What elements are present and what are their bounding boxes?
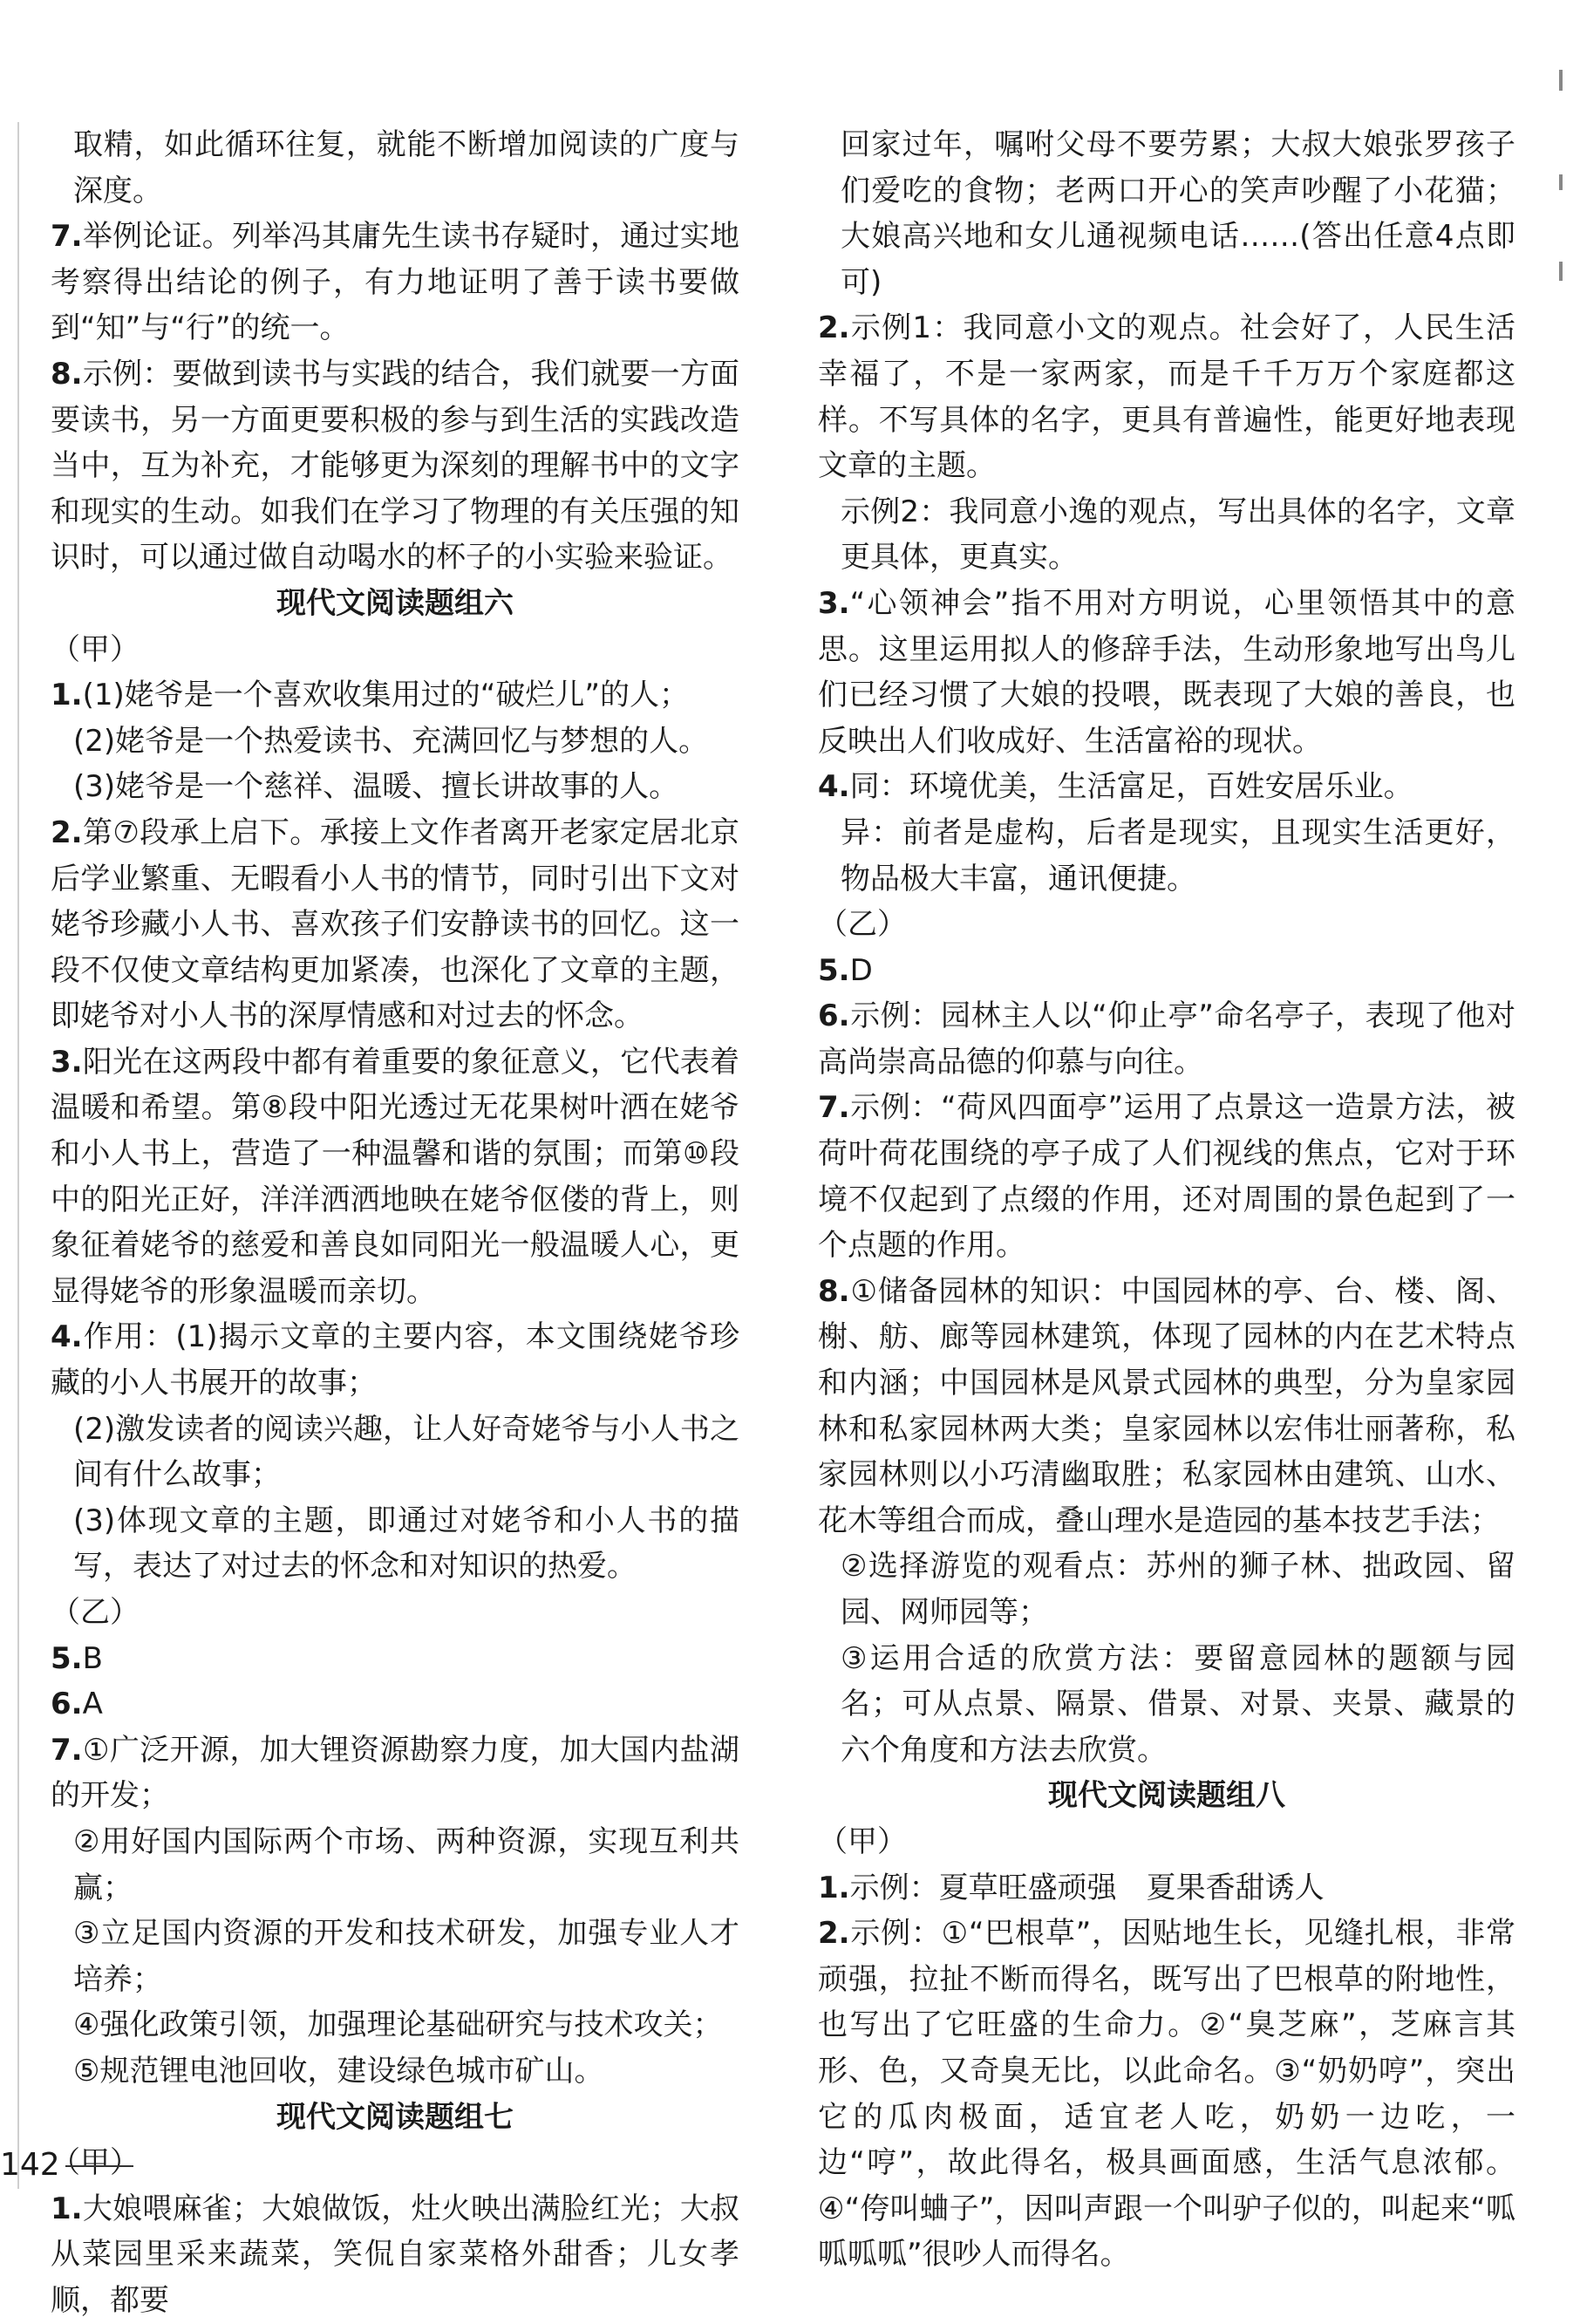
right-edge-mark xyxy=(1559,70,1563,91)
page-number xyxy=(0,2147,133,2183)
answer-number: 7. xyxy=(818,1090,850,1126)
answer-number: 1. xyxy=(818,1870,850,1905)
answer-continuation: ②用好国内国际两个市场、两种资源，实现互利共赢； xyxy=(73,1823,739,1905)
page-number-text: 142 xyxy=(0,2147,60,2183)
answer-text: 示例：夏草旺盛顽强 夏果香甜诱人 xyxy=(849,1870,1325,1905)
answer-item xyxy=(51,672,739,719)
group-label: （甲） xyxy=(51,631,140,667)
answer-item xyxy=(51,1039,739,1315)
answer-item xyxy=(818,1269,1515,1544)
page-number-rule xyxy=(65,2165,133,2167)
answer-item xyxy=(51,214,739,351)
answer-number: 7. xyxy=(51,1732,83,1768)
answer-item xyxy=(51,1636,739,1682)
answer-continuation: ③运用合适的欣赏方法：要留意园林的题额与园名；可从点景、隔景、借景、对景、夹景、藏景的六个角度和方法去欣赏。 xyxy=(841,1640,1515,1768)
answer-item xyxy=(818,948,1515,994)
answer-number: 6. xyxy=(51,1687,83,1722)
right-column xyxy=(818,122,1515,2278)
answer-number: 2. xyxy=(818,310,850,346)
answer-text: 举例论证。列举冯其庸先生读书存疑时，通过实地考察得出结论的例子，有力地证明了善于读书要做到“知”与“行”的统一。 xyxy=(51,219,739,346)
answer-number: 6. xyxy=(818,998,850,1034)
answer-continuation: 异：前者是虚构，后者是现实，且现实生活更好，物品极大丰富，通讯便捷。 xyxy=(841,814,1515,896)
section-heading: 现代文阅读题组七 xyxy=(276,2099,514,2135)
answer-number: 4. xyxy=(818,769,850,805)
answer-continuation: 回家过年，嘱咐父母不要劳累；大叔大娘张罗孩子们爱吃的食物；老两口开心的笑声吵醒了小花猫；大娘高兴地和女儿通视频电话……(答出任意4点即可) xyxy=(841,127,1515,300)
answer-number: 5. xyxy=(51,1640,83,1676)
answer-text: A xyxy=(82,1687,103,1722)
answer-item xyxy=(51,1681,739,1728)
answer-number: 4. xyxy=(51,1319,83,1355)
answer-item xyxy=(51,2186,739,2324)
answer-text: 同：环境优美，生活富足，百姓安居乐业。 xyxy=(849,769,1413,805)
answer-number: 2. xyxy=(51,814,83,850)
answer-continuation: (2)姥爷是一个热爱读书、充满回忆与梦想的人。 xyxy=(73,723,709,759)
answer-continuation: ③立足国内资源的开发和技术研发，加强专业人才培养； xyxy=(73,1916,739,1997)
right-edge-mark xyxy=(1559,262,1563,281)
answer-text: ①广泛开源，加大锂资源勘察力度，加大国内盐湖的开发； xyxy=(51,1732,739,1814)
answer-item xyxy=(818,1085,1515,1268)
answer-number: 1. xyxy=(51,2191,83,2226)
answer-continuation: ⑤规范锂电池回收，建设绿色城市矿山。 xyxy=(73,2053,604,2089)
answer-text: 大娘喂麻雀；大娘做饭，灶火映出满脸红光；大叔从菜园里采来蔬菜，笑侃自家菜格外甜香；儿女孝顺，都要 xyxy=(51,2191,739,2318)
answer-text: ①储备园林的知识：中国园林的亭、台、楼、阁、榭、舫、廊等园林建筑，体现了园林的内在艺术特点和内涵；中国园林是风景式园林的典型，分为皇家园林和私家园林两大类；皇家园林以宏伟壮丽著称，私家园林则以小巧清幽取胜；私家园林由建筑、山水、花木等组合而成，叠山理水是造园的基本技艺手法； xyxy=(818,1273,1515,1538)
answer-text: 示例：①“巴根草”，因贴地生长，见缝扎根，非常顽强，拉扯不断而得名，既写出了巴根草的附地性，也写出了它旺盛的生命力。②“臭芝麻”，芝麻言其形、色，又奇臭无比，以此命名。③“奶奶哼”，突出它的瓜肉极面，适宜老人吃，奶奶一边吃，一边“哼”，故此得名，极具画面感，生活气息浓郁。④“侉叫蛐子”，因叫声跟一个叫驴子似的，叫起来“呱呱呱呱”很吵人而得名。 xyxy=(818,1916,1515,2273)
group-label: （乙） xyxy=(51,1595,140,1630)
group-label: （甲） xyxy=(51,2145,140,2181)
answer-item xyxy=(818,993,1515,1085)
group-label: （乙） xyxy=(818,907,907,943)
answer-text: 作用：(1)揭示文章的主要内容，本文围绕姥爷珍藏的小人书展开的故事； xyxy=(51,1319,739,1401)
right-edge-mark xyxy=(1559,174,1563,190)
answer-item xyxy=(818,1911,1515,2278)
answer-number: 8. xyxy=(51,356,83,392)
answer-number: 5. xyxy=(818,952,850,988)
answer-text: 示例：要做到读书与实践的结合，我们就要一方面要读书，另一方面更要积极的参与到生活的实践改造当中，互为补充，才能够更为深刻的理解书中的文字和现实的生动。如我们在学习了物理的有关压强的知识时，可以通过做自动喝水的杯子的小实验来验证。 xyxy=(51,356,739,576)
answer-continuation: (3)体现文章的主题，即通过对姥爷和小人书的描写，表达了对过去的怀念和对知识的热爱。 xyxy=(73,1503,739,1585)
answer-continuation: ②选择游览的观看点：苏州的狮子林、拙政园、留园、网师园等； xyxy=(841,1549,1515,1630)
answer-continuation: ④强化政策引领，加强理论基础研究与技术攻关； xyxy=(73,2007,723,2043)
answer-text: 阳光在这两段中都有着重要的象征意义，它代表着温暖和希望。第⑧段中阳光透过无花果树叶洒在姥爷和小人书上，营造了一种温馨和谐的氛围；而第⑩段中的阳光正好，洋洋洒洒地映在姥爷伛偻的背上，则象征着姥爷的慈爱和善良如同阳光一般温暖人心，更显得姥爷的形象温暖而亲切。 xyxy=(51,1044,739,1309)
answer-text: 示例：“荷风四面亭”运用了点景这一造景方法，被荷叶荷花围绕的亭子成了人们视线的焦点，它对于环境不仅起到了点缀的作用，还对周围的景色起到了一个点题的作用。 xyxy=(818,1090,1515,1264)
answer-number: 1. xyxy=(51,678,83,713)
answer-number: 3. xyxy=(51,1044,83,1080)
page-gutter-line xyxy=(17,122,19,2189)
answer-item xyxy=(818,305,1515,488)
section-heading: 现代文阅读题组八 xyxy=(1048,1778,1285,1814)
answer-text: B xyxy=(82,1640,103,1676)
answer-item xyxy=(51,1314,739,1406)
answer-text: “心领神会”指不用对方明说，心里领悟其中的意思。这里运用拟人的修辞手法，生动形象地写出鸟儿们已经习惯了大娘的投喂，既表现了大娘的善良，也反映出人们收成好、生活富裕的现状。 xyxy=(818,585,1515,759)
answer-text: (1)姥爷是一个喜欢收集用过的“破烂儿”的人； xyxy=(82,678,689,713)
answer-item xyxy=(51,351,739,581)
left-column xyxy=(51,122,739,2324)
answer-item xyxy=(51,1728,739,1819)
answer-item xyxy=(818,581,1515,764)
answer-item xyxy=(818,764,1515,810)
answer-number: 3. xyxy=(818,585,850,621)
answer-text: 示例：园林主人以“仰止亭”命名亭子，表现了他对高尚崇高品德的仰慕与向往。 xyxy=(818,998,1515,1080)
answer-number: 2. xyxy=(818,1916,850,1952)
section-heading: 现代文阅读题组六 xyxy=(276,585,514,621)
answer-item xyxy=(51,810,739,1039)
group-label: （甲） xyxy=(818,1823,907,1859)
answer-continuation: 示例2：我同意小逸的观点，写出具体的名字，文章更具体，更真实。 xyxy=(841,494,1515,576)
answer-continuation: (2)激发读者的阅读兴趣，让人好奇姥爷与小人书之间有什么故事； xyxy=(73,1411,739,1493)
answer-number: 7. xyxy=(51,219,83,255)
answer-text: 第⑦段承上启下。承接上文作者离开老家定居北京后学业繁重、无暇看小人书的情节，同时引出下文对姥爷珍藏小人书、喜欢孩子们安静读书的回忆。这一段不仅使文章结构更加紧凑，也深化了文章的主题，即姥爷对小人书的深厚情感和对过去的怀念。 xyxy=(51,814,739,1034)
answer-continuation: 取精，如此循环往复，就能不断增加阅读的广度与深度。 xyxy=(73,127,739,208)
answer-text: D xyxy=(849,952,873,988)
answer-continuation: (3)姥爷是一个慈祥、温暖、擅长讲故事的人。 xyxy=(73,769,679,805)
answer-item xyxy=(818,1865,1515,1912)
answer-text: 示例1：我同意小文的观点。社会好了，人民生活幸福了，不是一家两家，而是千千万万个家庭都这样。不写具体的名字，更具有普遍性，能更好地表现文章的主题。 xyxy=(818,310,1515,484)
answer-number: 8. xyxy=(818,1273,850,1309)
